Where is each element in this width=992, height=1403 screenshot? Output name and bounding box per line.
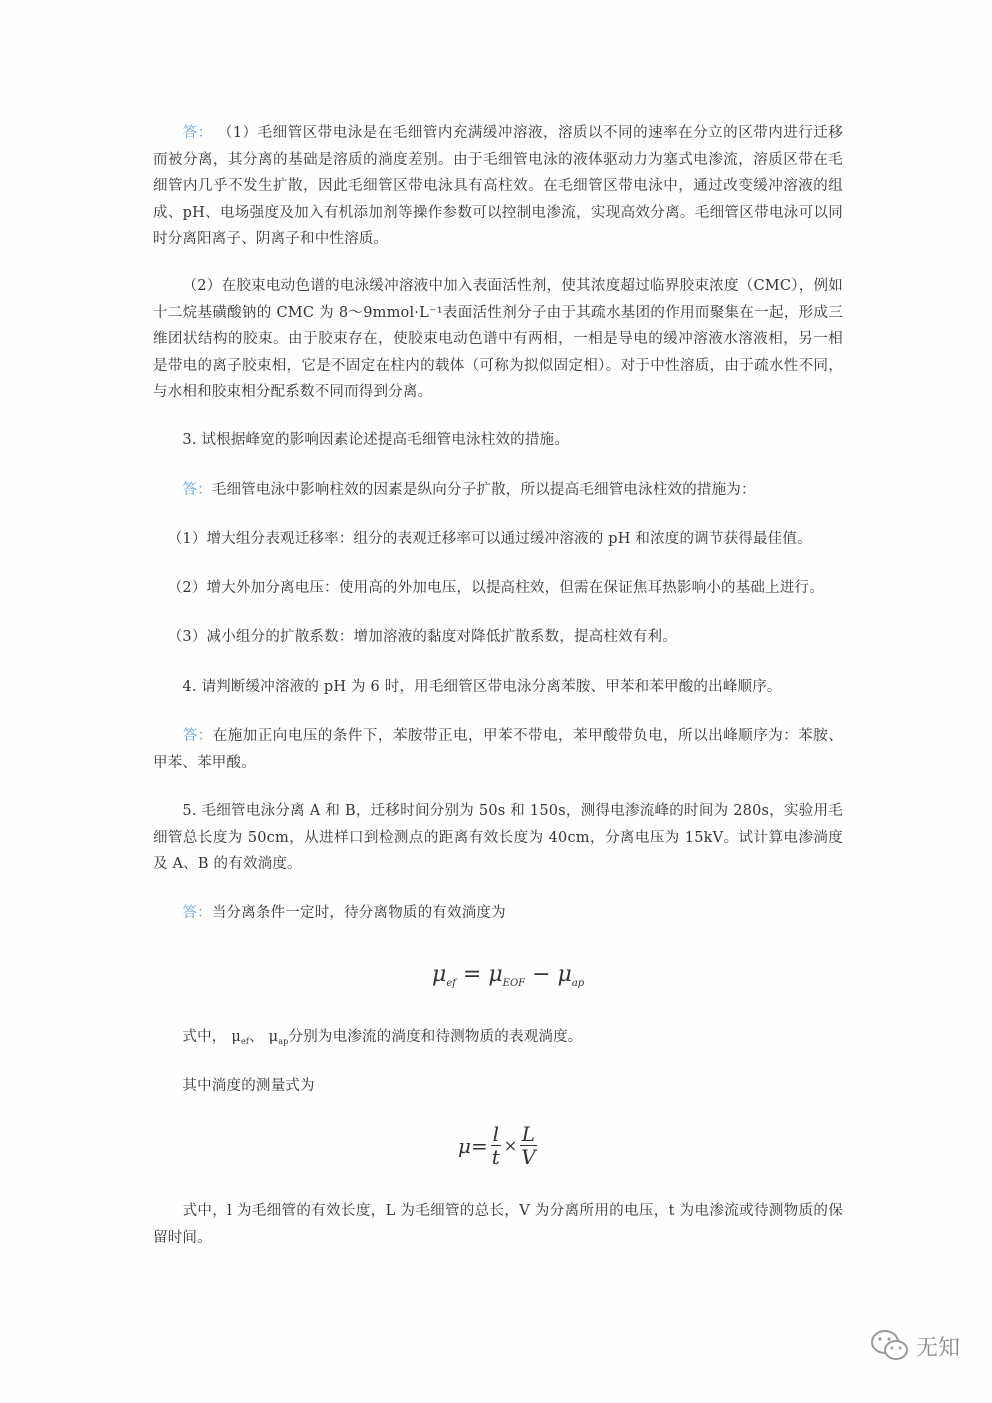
effective-mobility-formula: $\mu_{ef} = \mu_{EOF} - \mu_{ap}$ bbox=[432, 962, 585, 989]
answer-3-item-1: （1）增大组分表观迁移率：组分的表观迁移率可以通过缓冲溶液的 pH 和浓度的调节获得最佳值。 bbox=[167, 531, 812, 547]
answer-3-intro: 答：毛细管电泳中影响柱效的因素是纵向分子扩散，所以提高毛细管电泳柱效的措施为： bbox=[182, 482, 756, 498]
mobility-measurement-formula: μ = $\frac{l}{t}$ × $\frac{L}{V}$ bbox=[458, 1122, 536, 1169]
question-3: 3. 试根据峰宽的影响因素论述提高毛细管电泳柱效的措施。 bbox=[182, 432, 569, 448]
wechat-icon bbox=[870, 1329, 910, 1363]
answer-2-paragraph: （2）在胶束电动色谱的电泳缓冲溶液中加入表面活性剂，使其浓度超过临界胶束浓度（CMC），例如十二烷基磺酸钠的 CMC 为 8～9mmol·L⁻¹表面活性剂分子由于其疏水基团的作用而聚集在一起，形成三维团状结构的胶束。由于胶束存在，使胶束电动色谱中有两相，一相是导电的缓冲溶液水溶液相，另一相是带电的离子胶束相，它是不固定在柱内的载体（可称为拟似固定相）。对于中性溶质，由于疏水性不同，与水相和胶束相分配系数不同而得到分离。 bbox=[153, 278, 843, 400]
answer-3-item-2: （2）增大外加分离电压：使用高的外加电压，以提高柱效，但需在保证焦耳热影响小的基础上进行。 bbox=[167, 580, 824, 596]
answer-4: 答：在施加正向电压的条件下，苯胺带正电，甲苯不带电，苯甲酸带负电，所以出峰顺序为：苯胺、甲苯、苯甲酸。 bbox=[153, 728, 843, 771]
measurement-intro: 其中淌度的测量式为 bbox=[182, 1078, 315, 1094]
answer-1-paragraph: 答： （1）毛细管区带电泳是在毛细管内充满缓冲溶液，溶质以不同的速率在分立的区带内进行迁移而被分离，其分离的基础是溶质的淌度差别。由于毛细管电泳的液体驱动力为塞式电渗流，溶质区带在毛细管内几乎不发生扩散，因此毛细管区带电泳具有高柱效。在毛细管区带电泳中，通过改变缓冲溶液的组成、pH、电场强度及加入有机添加剂等操作参数可以控制电渗流，实现高效分离。毛细管区带电泳可以同时分离阳离子、阴离子和中性溶质。 bbox=[153, 125, 843, 247]
watermark-text: 无知 bbox=[915, 1335, 960, 1361]
answer-label: 答： bbox=[182, 125, 213, 141]
question-4: 4. 请判断缓冲溶液的 pH 为 6 时，用毛细管区带电泳分离苯胺、甲苯和苯甲酸的出峰顺序。 bbox=[182, 679, 782, 695]
question-5: 5. 毛细管电泳分离 A 和 B，迁移时间分别为 50s 和 150s，测得电渗流峰的时间为 280s，实验用毛细管总长度为 50cm，从进样口到检测点的距离有效长度为 40cm，分离电压为 15kV。试计算电渗淌度及 A、B 的有效淌度。 bbox=[153, 803, 843, 872]
formula-2-explanation: 式中，l 为毛细管的有效长度，L 为毛细管的总长，V 为分离所用的电压，t 为电渗流或待测物质的保留时间。 bbox=[153, 1203, 843, 1246]
answer-3-item-3: （3）减小组分的扩散系数：增加溶液的黏度对降低扩散系数，提高柱效有利。 bbox=[167, 629, 677, 645]
answer-label: 答： bbox=[182, 482, 212, 498]
answer-label: 答： bbox=[182, 728, 213, 744]
answer-label: 答： bbox=[182, 905, 212, 921]
watermark bbox=[870, 1329, 960, 1363]
answer-5-intro: 答：当分离条件一定时，待分离物质的有效淌度为 bbox=[182, 905, 506, 921]
formula-1-explanation: 式中， $\mu_{ef}$、 $\mu_{ap}$分别为电渗流的淌度和待测物质的表观淌度。 bbox=[182, 1029, 583, 1046]
